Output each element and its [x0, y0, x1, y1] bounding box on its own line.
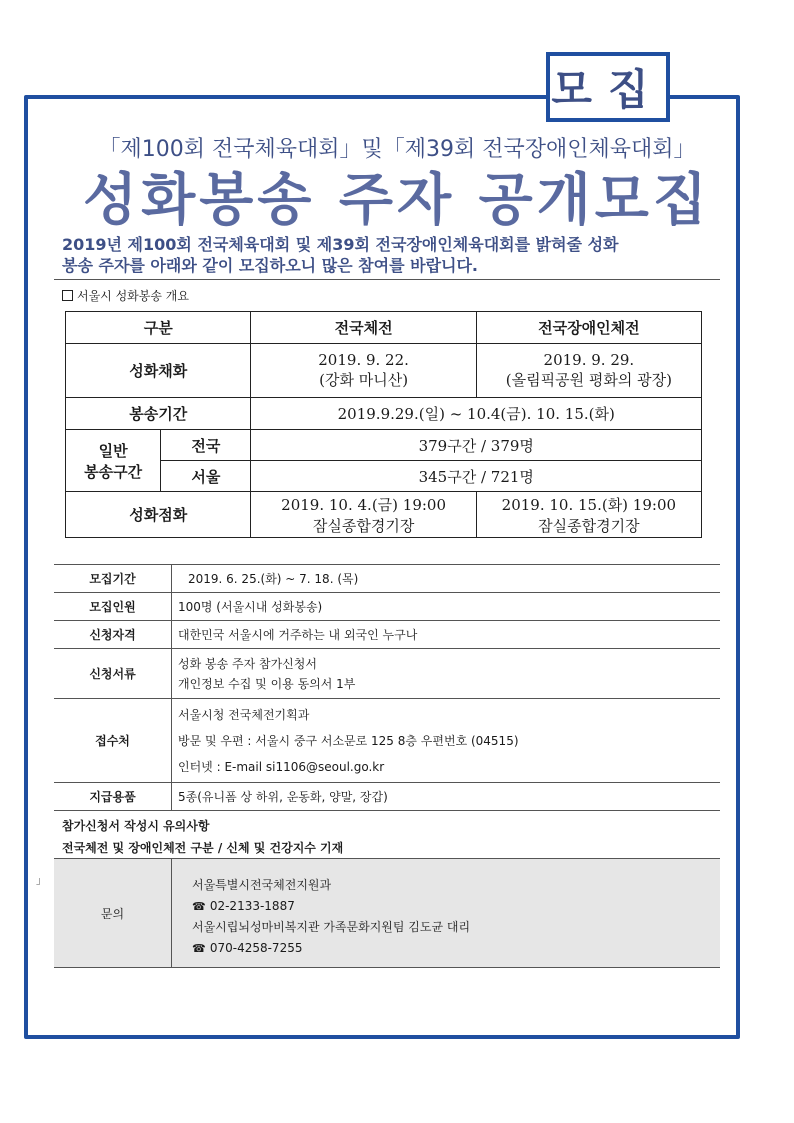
checkbox-square-icon	[62, 290, 73, 301]
row-label-period: 봉송기간	[66, 398, 251, 430]
contact-phone-1: 02-2133-1887	[209, 899, 295, 913]
contact-org-1: 서울특별시전국체전지원과	[192, 878, 332, 892]
sections-seoul-value: 345구간 / 721명	[251, 461, 702, 492]
contact-box	[54, 858, 720, 968]
cauldron-national-place: 잠실종합경기장	[312, 516, 415, 535]
lighting-national-date: 2019. 9. 22.	[318, 351, 409, 369]
documents-line-1: 성화 봉송 주자 참가신청서	[178, 656, 317, 671]
documents-line-2: 개인정보 수집 및 이용 동의서 1부	[178, 676, 356, 691]
overview-table	[65, 311, 702, 538]
info-label-reception: 접수처	[54, 699, 172, 783]
info-label-supplies: 지급용품	[54, 783, 172, 811]
cauldron-national-date: 2019. 10. 4.(금) 19:00	[281, 495, 447, 514]
col-header-national: 전국체전	[251, 312, 476, 344]
overview-heading	[62, 287, 189, 304]
overview-heading-label: 서울시 성화봉송 개요	[77, 289, 189, 303]
telephone-icon: ☎	[192, 942, 206, 955]
lighting-disabled-date: 2019. 9. 29.	[543, 351, 635, 369]
reception-line-2: 방문 및 우편 : 서울시 중구 서소문로 125 8층 우편번호 (04515)	[178, 733, 519, 748]
info-label-count: 모집인원	[54, 593, 172, 621]
sections-national-label: 전국	[161, 430, 251, 461]
row-label-sections	[66, 430, 161, 492]
sections-seoul-label: 서울	[161, 461, 251, 492]
contact-phone-2: 070-4258-7255	[209, 941, 303, 955]
row-label-lighting: 성화채화	[66, 344, 251, 398]
cauldron-disabled-date: 2019. 10. 15.(화) 19:00	[501, 495, 677, 514]
notes-line-2: 전국체전 및 장애인체전 구분 / 신체 및 건강지수 기재	[62, 841, 344, 855]
reception-line-3: 인터넷 : E-mail si1106@seoul.go.kr	[178, 759, 385, 774]
notes	[62, 815, 343, 859]
contact-lines	[192, 875, 470, 959]
contact-phone-2-row	[192, 938, 470, 959]
contact-org-2: 서울시립뇌성마비복지관 가족문화지원팀 김도균 대리	[192, 920, 471, 934]
notes-line-1: 참가신청서 작성시 유의사항	[62, 819, 210, 833]
info-label-eligibility: 신청자격	[54, 621, 172, 649]
event-subtitle: 「제100회 전국체육대회」및「제39회 전국장애인체육대회」	[98, 137, 696, 162]
sections-label-line-1: 일반	[98, 441, 128, 460]
info-value-count: 100명 (서울시내 성화봉송)	[172, 593, 721, 621]
info-table	[54, 564, 720, 811]
contact-label: 문의	[54, 859, 172, 967]
lighting-national	[251, 344, 476, 398]
info-value-reception	[172, 699, 721, 783]
info-value-eligibility: 대한민국 서울시에 거주하는 내 외국인 누구나	[172, 621, 721, 649]
row-label-cauldron: 성화점화	[66, 492, 251, 538]
lighting-disabled	[476, 344, 701, 398]
recruit-badge: 모집	[546, 52, 670, 122]
contact-phone-1-row	[192, 896, 470, 917]
info-value-supplies: 5종(유니폼 상 하위, 운동화, 양말, 장갑)	[172, 783, 721, 811]
col-header-disabled: 전국장애인체전	[476, 312, 701, 344]
telephone-icon: ☎	[192, 900, 206, 913]
sections-label-line-2: 봉송구간	[84, 462, 143, 481]
intro-line-1: 2019년 제100회 전국체육대회 및 제39회 전국장애인체육대회를 밝혀줄 성화	[62, 235, 619, 254]
stray-bracket-mark: 」	[36, 876, 46, 887]
cauldron-disabled	[476, 492, 701, 538]
cauldron-disabled-place: 잠실종합경기장	[538, 516, 640, 535]
period-value: 2019.9.29.(일) ~ 10.4(금). 10. 15.(화)	[251, 398, 702, 430]
cauldron-national	[251, 492, 476, 538]
intro-text	[62, 234, 702, 276]
sections-national-value: 379구간 / 379명	[251, 430, 702, 461]
reception-line-1: 서울시청 전국체전기획과	[178, 707, 310, 722]
lighting-disabled-place: (올림픽공원 평화의 광장)	[505, 371, 672, 389]
info-label-period: 모집기간	[54, 565, 172, 593]
info-value-period: 2019. 6. 25.(화) ~ 7. 18. (목)	[172, 565, 721, 593]
info-value-documents	[172, 649, 721, 699]
page-title: 성화봉송 주자 공개모집	[83, 168, 711, 233]
divider	[54, 279, 720, 280]
col-header-category: 구분	[66, 312, 251, 344]
intro-line-2: 봉송 주자를 아래와 같이 모집하오니 많은 참여를 바랍니다.	[62, 256, 479, 275]
lighting-national-place: (강화 마니산)	[319, 371, 409, 389]
info-label-documents: 신청서류	[54, 649, 172, 699]
